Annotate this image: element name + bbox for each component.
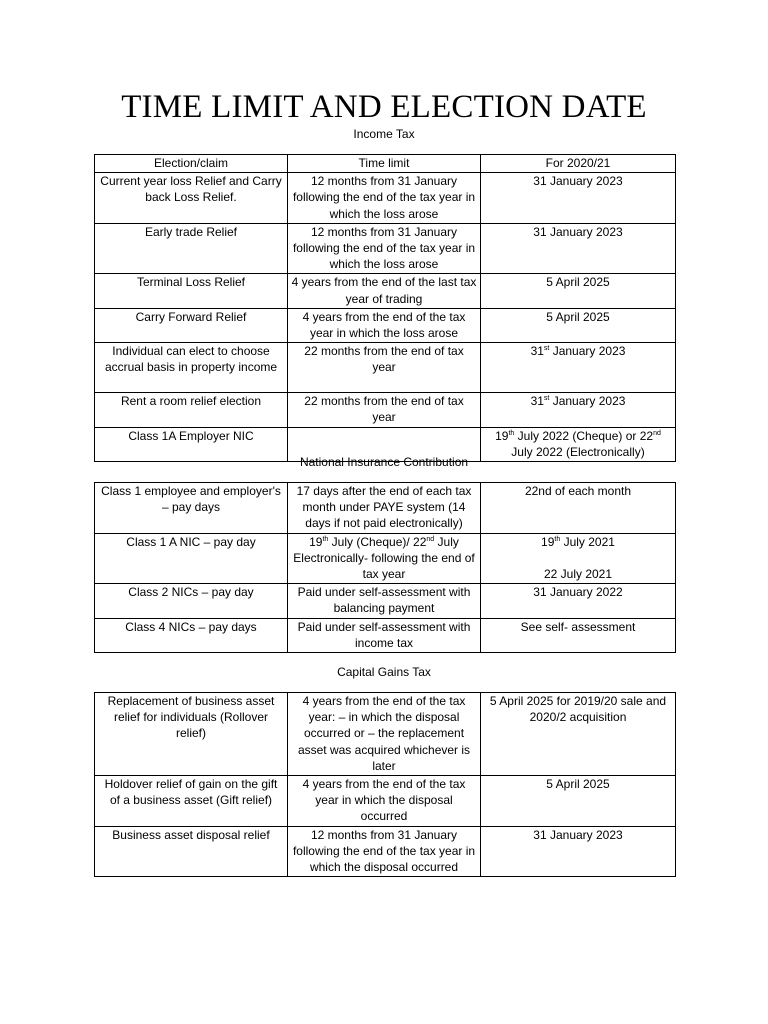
cell-claim: Carry Forward Relief	[95, 308, 288, 342]
cell-claim: Class 2 NICs – pay day	[95, 584, 288, 618]
table-row	[95, 618, 676, 652]
cell-date: 5 April 2025	[481, 776, 676, 827]
cell-claim: Class 1 employee and employer's – pay days	[95, 483, 288, 534]
table-header-row	[95, 155, 676, 173]
cell-claim: Individual can elect to choose accrual basis in property income	[95, 343, 288, 393]
cell-claim: Class 1A Employer NIC	[95, 427, 288, 461]
cell-claim: Replacement of business asset relief for individuals (Rollover relief)	[95, 693, 288, 776]
income-tax-table	[94, 154, 676, 462]
cell-date: See self- assessment	[481, 618, 676, 652]
cell-time-limit: Paid under self-assessment with balancing payment	[288, 584, 481, 618]
section-heading-nic: National Insurance Contribution	[299, 455, 469, 469]
column-header: Election/claim	[95, 155, 288, 173]
cell-date: 5 April 2025	[481, 274, 676, 308]
cell-claim: Business asset disposal relief	[95, 826, 288, 877]
page-title: TIME LIMIT AND ELECTION DATE	[121, 89, 647, 125]
table-row	[95, 776, 676, 827]
table-row	[95, 308, 676, 342]
nic-table	[94, 482, 676, 653]
table-row	[95, 693, 676, 776]
cell-date: 31st January 2023	[481, 393, 676, 427]
cell-time-limit: 12 months from 31 January following the end of the tax year in which the loss arose	[288, 223, 481, 274]
table-row	[95, 584, 676, 618]
cgt-table	[94, 692, 676, 877]
table-row	[95, 223, 676, 274]
table-row	[95, 483, 676, 534]
cell-date: 31 January 2023	[481, 826, 676, 877]
table-row	[95, 533, 676, 584]
cell-date: 5 April 2025 for 2019/20 sale and 2020/2 acquisition	[481, 693, 676, 776]
column-header: For 2020/21	[481, 155, 676, 173]
cell-date: 31 January 2022	[481, 584, 676, 618]
table-row	[95, 173, 676, 224]
section-heading-cgt: Capital Gains Tax	[337, 665, 431, 679]
cell-time-limit: 22 months from the end of tax year	[288, 393, 481, 427]
cell-claim: Class 4 NICs – pay days	[95, 618, 288, 652]
cell-claim: Class 1 A NIC – pay day	[95, 533, 288, 584]
cell-date: 22nd of each month	[481, 483, 676, 534]
cell-time-limit: 4 years from the end of the tax year in which the loss arose	[288, 308, 481, 342]
cell-claim: Early trade Relief	[95, 223, 288, 274]
table-row	[95, 393, 676, 427]
cell-date: 31st January 2023	[481, 343, 676, 393]
column-header: Time limit	[288, 155, 481, 173]
cell-claim: Current year loss Relief and Carry back Loss Relief.	[95, 173, 288, 224]
cell-claim: Terminal Loss Relief	[95, 274, 288, 308]
cell-date: 5 April 2025	[481, 308, 676, 342]
cell-date: 19th July 2021 22 July 2021	[481, 533, 676, 584]
cell-time-limit: 12 months from 31 January following the end of the tax year in which the disposal occurred	[288, 826, 481, 877]
cell-claim: Holdover relief of gain on the gift of a business asset (Gift relief)	[95, 776, 288, 827]
cell-time-limit: 22 months from the end of tax year	[288, 343, 481, 393]
table-row	[95, 826, 676, 877]
cell-time-limit: 19th July (Cheque)/ 22nd July Electronically- following the end of tax year	[288, 533, 481, 584]
cell-time-limit: 17 days after the end of each tax month under PAYE system (14 days if not paid electronically)	[288, 483, 481, 534]
cell-claim: Rent a room relief election	[95, 393, 288, 427]
cell-time-limit: 4 years from the end of the last tax year of trading	[288, 274, 481, 308]
cell-date: 31 January 2023	[481, 223, 676, 274]
cell-date: 31 January 2023	[481, 173, 676, 224]
section-heading-income-tax: Income Tax	[353, 127, 415, 141]
cell-time-limit: 4 years from the end of the tax year: – in which the disposal occurred or – the replacement asset was acquired whichever is later	[288, 693, 481, 776]
table-row	[95, 274, 676, 308]
cell-time-limit: Paid under self-assessment with income tax	[288, 618, 481, 652]
cell-date: 19th July 2022 (Cheque) or 22nd July 2022 (Electronically)	[481, 427, 676, 461]
table-row	[95, 343, 676, 393]
cell-time-limit: 12 months from 31 January following the end of the tax year in which the loss arose	[288, 173, 481, 224]
cell-time-limit: 4 years from the end of the tax year in which the disposal occurred	[288, 776, 481, 827]
